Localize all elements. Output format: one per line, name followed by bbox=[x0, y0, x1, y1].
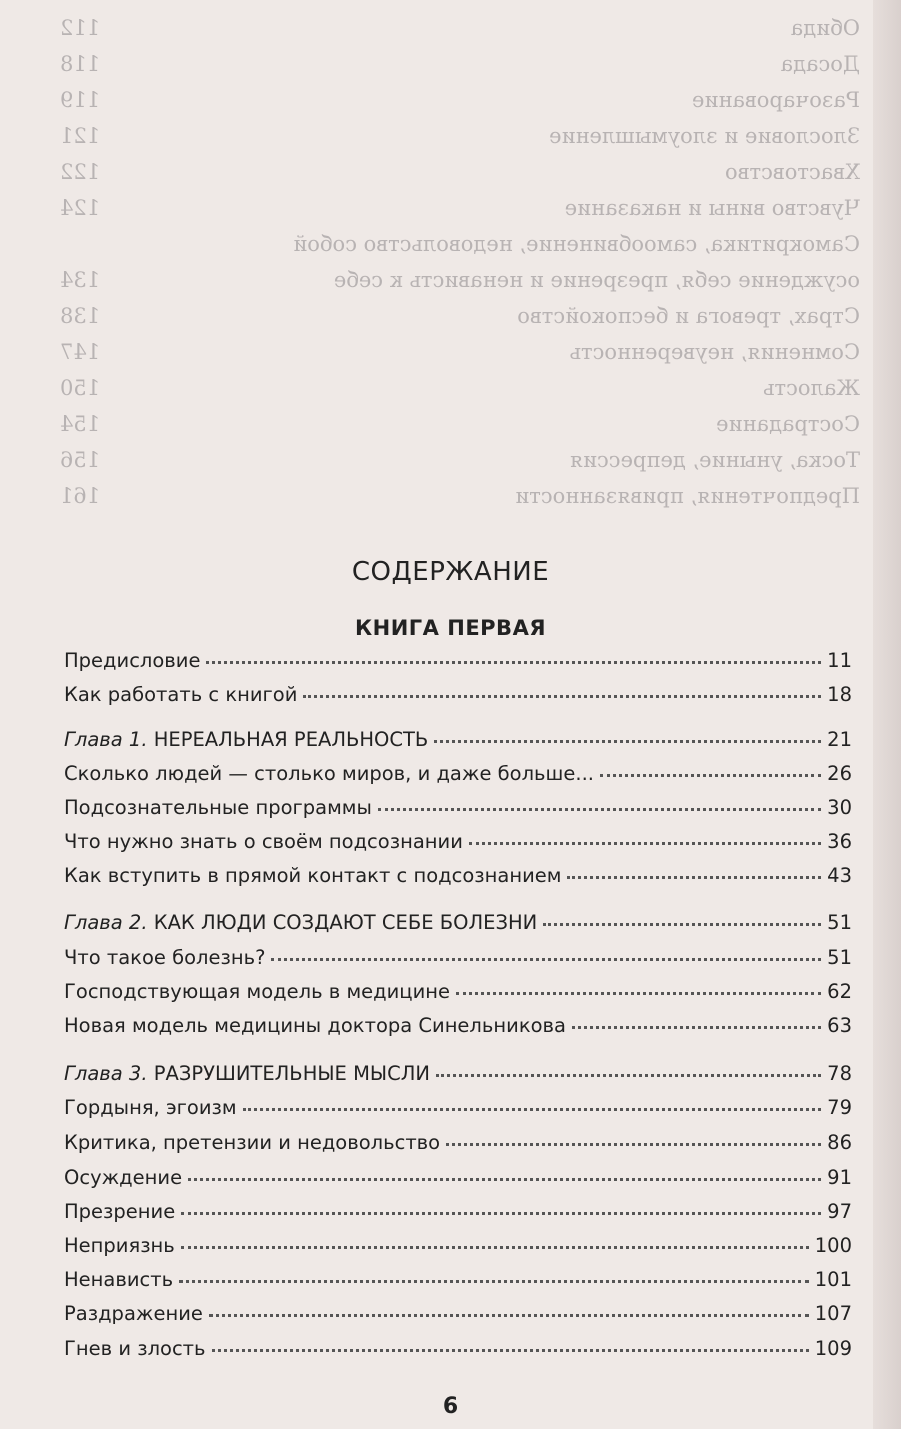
toc-entry bbox=[64, 649, 852, 672]
entry-title: Гнев и злость bbox=[64, 1337, 206, 1360]
entry-title: Ненависть bbox=[64, 1268, 174, 1291]
entry-page: 21 bbox=[827, 728, 852, 751]
toc-title: СОДЕРЖАНИЕ bbox=[351, 557, 550, 587]
toc-entry bbox=[64, 1302, 852, 1325]
entry-page: 51 bbox=[827, 911, 852, 934]
entry-title: Предисловие bbox=[64, 649, 201, 672]
toc-entry bbox=[64, 946, 852, 969]
entry-page: 36 bbox=[827, 830, 852, 853]
entry-title: Как вступить в прямой контакт с подсознанием bbox=[64, 864, 562, 887]
entry-title: Осуждение bbox=[64, 1166, 183, 1189]
page-number: 6 bbox=[442, 1394, 459, 1419]
entry-title: Как работать с книгой bbox=[64, 683, 298, 706]
entry-title: Что нужно знать о своём подсознании bbox=[64, 830, 463, 853]
dot-leader bbox=[543, 922, 821, 926]
toc-entry bbox=[64, 830, 852, 853]
toc-entry bbox=[64, 728, 852, 751]
bleed-through-text: Обида 112 Досада 118 Разочарование 119 Злословие и злоумышление 121 Хвастовство 122 Чувство вины и наказание 124 Самокритика, самообвинение, недовольство собой осуждение себя, презрение и ненависть к себе 134 Страх, тревога и беспокойство 138 Сомнения, неуверенность 147 Жалость 150 Сострадание 154 Тоска, уныние, депрессия 156 Предпочтения, привязанности 161 bbox=[60, 16, 860, 508]
entry-title: НЕРЕАЛЬНАЯ РЕАЛЬНОСТЬ bbox=[153, 728, 429, 751]
entry-page: 62 bbox=[827, 980, 852, 1003]
entry-title: Неприязнь bbox=[64, 1234, 175, 1257]
entry-page: 51 bbox=[827, 946, 852, 969]
entry-title: Сколько людей — столько миров, и даже больше... bbox=[64, 762, 594, 785]
dot-leader bbox=[436, 1073, 821, 1077]
toc-entry bbox=[64, 1062, 852, 1085]
dot-leader bbox=[188, 1177, 821, 1181]
entry-title: Раздражение bbox=[64, 1302, 203, 1325]
entry-title: Презрение bbox=[64, 1200, 176, 1223]
toc-entry bbox=[64, 762, 852, 785]
entry-title: Подсознательные программы bbox=[64, 796, 372, 819]
book-title: КНИГА ПЕРВАЯ bbox=[354, 616, 546, 640]
toc-entry bbox=[64, 1200, 852, 1223]
dot-leader bbox=[179, 1279, 809, 1283]
toc-entry bbox=[64, 980, 852, 1003]
entry-page: 107 bbox=[814, 1302, 852, 1325]
dot-leader bbox=[434, 739, 821, 743]
dot-leader bbox=[456, 991, 821, 995]
toc-entry bbox=[64, 796, 852, 819]
toc-entry bbox=[64, 683, 852, 706]
entry-title: КАК ЛЮДИ СОЗДАЮТ СЕБЕ БОЛЕЗНИ bbox=[153, 911, 538, 934]
entry-page: 11 bbox=[827, 649, 852, 672]
entry-title: Критика, претензии и недовольство bbox=[64, 1131, 441, 1154]
chapter-label: Глава 2. bbox=[64, 911, 148, 934]
dot-leader bbox=[181, 1211, 821, 1215]
entry-title: Новая модель медицины доктора Синельникова bbox=[64, 1014, 566, 1037]
dot-leader bbox=[243, 1107, 822, 1111]
dot-leader bbox=[206, 660, 821, 664]
toc-entry bbox=[64, 1268, 852, 1291]
dot-leader bbox=[567, 875, 821, 879]
page-edge bbox=[873, 0, 901, 1429]
dot-leader bbox=[209, 1313, 809, 1317]
dot-leader bbox=[572, 1025, 821, 1029]
entry-page: 63 bbox=[827, 1014, 852, 1037]
toc-entry bbox=[64, 1234, 852, 1257]
dot-leader bbox=[469, 841, 821, 845]
dot-leader bbox=[446, 1142, 821, 1146]
toc-entry bbox=[64, 1337, 852, 1360]
dot-leader bbox=[600, 773, 821, 777]
toc-entry bbox=[64, 1014, 852, 1037]
entry-title: Гордыня, эгоизм bbox=[64, 1096, 237, 1119]
entry-page: 101 bbox=[814, 1268, 852, 1291]
entry-page: 86 bbox=[827, 1131, 852, 1154]
toc-entry bbox=[64, 864, 852, 887]
entry-page: 91 bbox=[827, 1166, 852, 1189]
dot-leader bbox=[271, 957, 821, 961]
entry-page: 78 bbox=[827, 1062, 852, 1085]
entry-title: Что такое болезнь? bbox=[64, 946, 266, 969]
entry-page: 109 bbox=[814, 1337, 852, 1360]
toc-entry bbox=[64, 1166, 852, 1189]
entry-page: 43 bbox=[827, 864, 852, 887]
dot-leader bbox=[181, 1245, 809, 1249]
dot-leader bbox=[212, 1348, 809, 1352]
entry-page: 97 bbox=[827, 1200, 852, 1223]
toc-entry bbox=[64, 911, 852, 934]
entry-title: РАЗРУШИТЕЛЬНЫЕ МЫСЛИ bbox=[153, 1062, 430, 1085]
entry-page: 26 bbox=[827, 762, 852, 785]
entry-page: 100 bbox=[814, 1234, 852, 1257]
entry-page: 18 bbox=[827, 683, 852, 706]
toc-entry bbox=[64, 1131, 852, 1154]
dot-leader bbox=[303, 694, 821, 698]
dot-leader bbox=[378, 807, 821, 811]
entry-title: Господствующая модель в медицине bbox=[64, 980, 451, 1003]
toc-entry bbox=[64, 1096, 852, 1119]
chapter-label: Глава 3. bbox=[64, 1062, 148, 1085]
entry-page: 79 bbox=[827, 1096, 852, 1119]
chapter-label: Глава 1. bbox=[64, 728, 148, 751]
entry-page: 30 bbox=[827, 796, 852, 819]
